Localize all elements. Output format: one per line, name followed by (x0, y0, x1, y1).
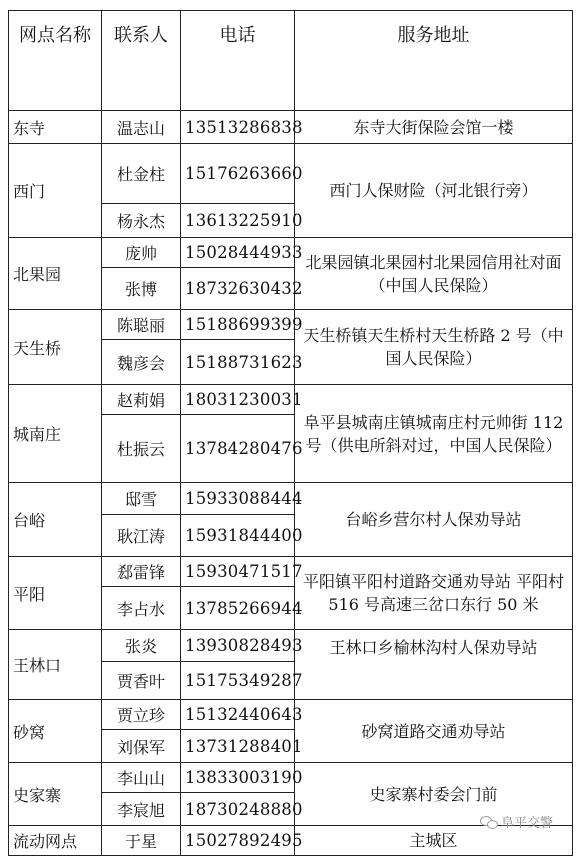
site-name: 砂窝 (9, 700, 102, 763)
site-name: 城南庄 (9, 385, 102, 483)
contact-name: 耿江涛 (102, 515, 181, 557)
site-name: 王林口 (9, 630, 102, 700)
service-outlet-table (8, 10, 573, 856)
service-address: 平阳镇平阳村道路交通劝导站 平阳村 516 号高速三岔口东行 50 米 (295, 557, 573, 630)
header-address: 服务地址 (295, 11, 573, 111)
wechat-icon (480, 815, 498, 829)
contact-phone: 15930471517 (181, 557, 295, 587)
table-row (9, 630, 573, 662)
header-site: 网点名称 (9, 11, 102, 111)
site-name: 台峪 (9, 483, 102, 557)
table-row (9, 310, 573, 340)
service-address: 阜平县城南庄镇城南庄村元帅街 112 号（供电所斜对过，中国人民保险） (295, 385, 573, 483)
contact-phone: 15132440643 (181, 700, 295, 730)
contact-name: 杨永杰 (102, 204, 181, 238)
service-address: 砂窝道路交通劝导站 (295, 700, 573, 763)
service-address: 台峪乡营尔村人保劝导站 (295, 483, 573, 557)
contact-name: 刘保军 (102, 730, 181, 763)
contact-name: 张炎 (102, 630, 181, 662)
contact-phone: 18031230031 (181, 385, 295, 415)
contact-phone: 18730248880 (181, 793, 295, 826)
contact-phone: 13784280476 (181, 415, 295, 483)
contact-phone: 15175349287 (181, 662, 295, 700)
table-row (9, 483, 573, 515)
contact-name: 贾香叶 (102, 662, 181, 700)
contact-name: 李占水 (102, 587, 181, 630)
contact-phone: 13930828493 (181, 630, 295, 662)
contact-name: 李山山 (102, 763, 181, 793)
table-row (9, 238, 573, 268)
service-address: 北果园镇北果园村北果园信用社对面（中国人民保险） (295, 238, 573, 310)
contact-phone: 13785266944 (181, 587, 295, 630)
contact-phone: 15188699399 (181, 310, 295, 340)
contact-phone: 13613225910 (181, 204, 295, 238)
contact-phone: 15933088444 (181, 483, 295, 515)
site-name: 东寺 (9, 111, 102, 144)
contact-name: 杜金柱 (102, 144, 181, 204)
contact-phone: 15188731623 (181, 340, 295, 385)
contact-name: 郄雷锋 (102, 557, 181, 587)
service-address: 东寺大街保险会馆一楼 (295, 111, 573, 144)
contact-name: 杜振云 (102, 415, 181, 483)
contact-phone: 15931844400 (181, 515, 295, 557)
table-row (9, 111, 573, 144)
table-row (9, 700, 573, 730)
table-row (9, 557, 573, 587)
table-row (9, 144, 573, 204)
site-name: 流动网点 (9, 826, 102, 856)
contact-name: 庞帅 (102, 238, 181, 268)
header-phone: 电话 (181, 11, 295, 111)
contact-name: 赵莉娟 (102, 385, 181, 415)
contact-name: 贾立珍 (102, 700, 181, 730)
site-name: 西门 (9, 144, 102, 238)
site-name: 史家寨 (9, 763, 102, 826)
table-row (9, 763, 573, 793)
watermark (480, 812, 553, 831)
contact-phone: 15028444933 (181, 238, 295, 268)
contact-phone: 13833003190 (181, 763, 295, 793)
header-contact: 联系人 (102, 11, 181, 111)
header-row (9, 11, 573, 111)
site-name: 平阳 (9, 557, 102, 630)
contact-name: 陈聪丽 (102, 310, 181, 340)
contact-name: 魏彦会 (102, 340, 181, 385)
contact-phone: 15027892495 (181, 826, 295, 856)
table-row (9, 385, 573, 415)
contact-name: 李宸旭 (102, 793, 181, 826)
service-address: 西门人保财险（河北银行旁） (295, 144, 573, 238)
service-address: 史家寨村委会门前 (295, 763, 573, 826)
service-address: 主城区 (295, 826, 573, 856)
service-address: 王林口乡榆林沟村人保劝导站 (295, 630, 573, 700)
contact-phone: 13731288401 (181, 730, 295, 763)
contact-name: 邸雪 (102, 483, 181, 515)
contact-name: 温志山 (102, 111, 181, 144)
contact-phone: 18732630432 (181, 268, 295, 310)
contact-phone: 13513286838 (181, 111, 295, 144)
contact-name: 张博 (102, 268, 181, 310)
watermark-text: 阜平交警 (501, 816, 554, 831)
site-name: 天生桥 (9, 310, 102, 385)
site-name: 北果园 (9, 238, 102, 310)
contact-phone: 15176263660 (181, 144, 295, 204)
contact-name: 于星 (102, 826, 181, 856)
service-address: 天生桥镇天生桥村天生桥路 2 号（中国人民保险） (295, 310, 573, 385)
